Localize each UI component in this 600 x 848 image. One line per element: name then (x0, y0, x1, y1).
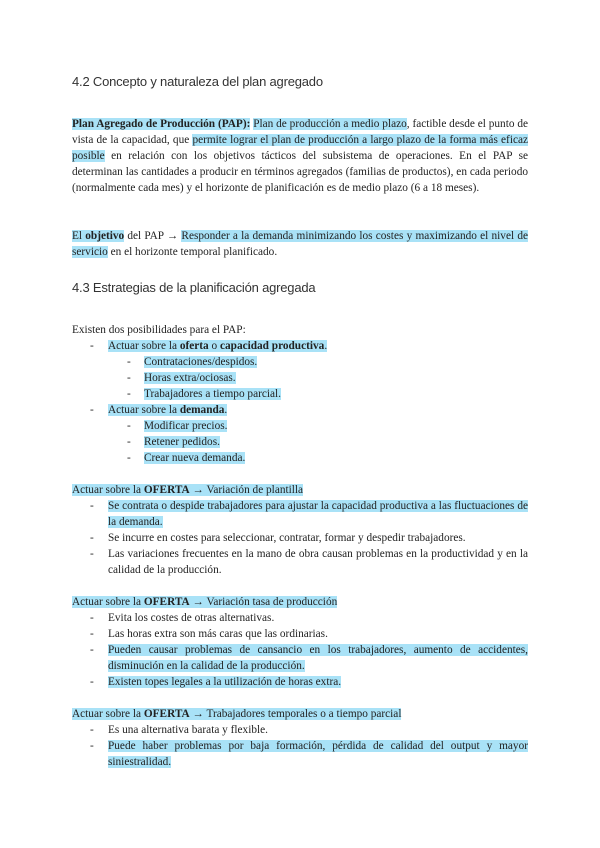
block-heading-plantilla: Actuar sobre la OFERTA → Variación de plantilla (72, 484, 304, 496)
list-item: Pueden causar problemas de cansancio en los trabajadores, aumento de accidentes, disminución en la calidad de la producción. (108, 644, 528, 672)
list-item: Evita los costes de otras alternativas. (108, 612, 275, 624)
list-item-oferta: Actuar sobre la oferta o capacidad productiva. (108, 340, 328, 352)
list-item: Existen topes legales a la utilización de horas extra. (108, 676, 342, 688)
list-subitem: Trabajadores a tiempo parcial. (144, 388, 281, 400)
block-heading-tasa: Actuar sobre la OFERTA → Variación tasa de producción (72, 596, 338, 608)
paragraph-pap-objective: El objetivo del PAP → Responder a la demanda minimizando los costes y maximizando el nivel de servicio en el horizonte temporal planificado. (72, 230, 528, 258)
block-heading-temporales: Actuar sobre la OFERTA → Trabajadores temporales o a tiempo parcial (72, 708, 402, 720)
section-heading-4-3: 4.3 Estrategias de la planificación agregada (72, 280, 316, 295)
list-item: Las variaciones frecuentes en la mano de obra causan problemas en la productividad y en la calidad de la producción. (108, 548, 528, 576)
document-page: 4.2 Concepto y naturaleza del plan agregado Plan Agregado de Producción (PAP): Plan de producción a medio plazo, factible desde el punto de vista de la capacidad, que permite lograr el plan de producción a largo plazo de la forma más eficaz posible en relación con los objetivos tácticos del subsistema de operaciones. En el PAP se determinan las cantidades a producir en términos agregados (familias de productos), en cada periodo (normalmente cada mes) y el horizonte de planificación es de medio plazo (6 a 18 meses). El objetivo del PAP → Responder a la demanda minimizando los costes y maximizando el nivel de servicio en el horizonte temporal planificado. 4.3 Estrategias de la planificación agregada Existen dos posibilidades para el PAP: - Actuar sobre la oferta o capacidad productiva. - Contrataciones/despidos. - Horas extra/ociosas. - Trabajadores a tiempo parcial. - Actuar sobre la demanda. - Modificar precios. - Retener pedidos. - Crear nueva demanda. Actuar sobre la OFERTA → Variación de plantilla - Se contrata o despide trabajadores para ajustar la capacidad productiva a las fluctuaciones de la demanda. - Se incurre en costes para seleccionar, contratar, formar y despedir trabajadores. - Las variaciones frecuentes en la mano de obra causan problemas en la productividad y en la calidad de la producción. Actuar sobre la OFERTA → Variación tasa de producción - Evita los costes de otras alternativas. - Las horas extra son más caras que las ordinarias. - Pueden causar problemas de cansancio en los trabajadores, aumento de accidentes, disminución en la calidad de la producción. - Existen topes legales a la utilización de horas extra. Actuar sobre la OFERTA → Trabajadores temporales o a tiempo parcial - Es una alternativa barata y flexible. - Puede haber problemas por baja formación, pérdida de calidad del output y mayor siniestralidad. (72, 74, 529, 768)
list-item: Se incurre en costes para seleccionar, contratar, formar y despedir trabajadores. (108, 532, 466, 544)
list-item: Puede haber problemas por baja formación, pérdida de calidad del output y mayor siniestralidad. (108, 740, 528, 768)
list-item: Las horas extra son más caras que las ordinarias. (108, 628, 328, 640)
list-subitem: Crear nueva demanda. (144, 452, 246, 464)
pap-term: Plan Agregado de Producción (PAP): (72, 118, 251, 130)
paragraph-pap-definition: Plan Agregado de Producción (PAP): Plan de producción a medio plazo, factible desde el punto de vista de la capacidad, que permite lograr el plan de producción a largo plazo de la forma más eficaz posible en relación con los objetivos tácticos del subsistema de operaciones. En el PAP se determinan las cantidades a producir en términos agregados (familias de productos), en cada periodo (normalmente cada mes) y el horizonte de planificación es de medio plazo (6 a 18 meses). (72, 118, 529, 194)
list-item: Se contrata o despide trabajadores para ajustar la capacidad productiva a las fluctuaciones de la demanda. (108, 500, 528, 528)
list-subitem: Horas extra/ociosas. (144, 372, 236, 384)
list-item: Es una alternativa barata y flexible. (108, 724, 268, 736)
list-subitem: Modificar precios. (144, 420, 228, 432)
list-subitem: Contrataciones/despidos. (144, 356, 258, 368)
intro-text: Existen dos posibilidades para el PAP: (72, 324, 246, 336)
list-item-demanda: Actuar sobre la demanda. (108, 404, 228, 416)
section-heading-4-2: 4.2 Concepto y naturaleza del plan agregado (72, 74, 323, 89)
list-subitem: Retener pedidos. (144, 436, 220, 448)
